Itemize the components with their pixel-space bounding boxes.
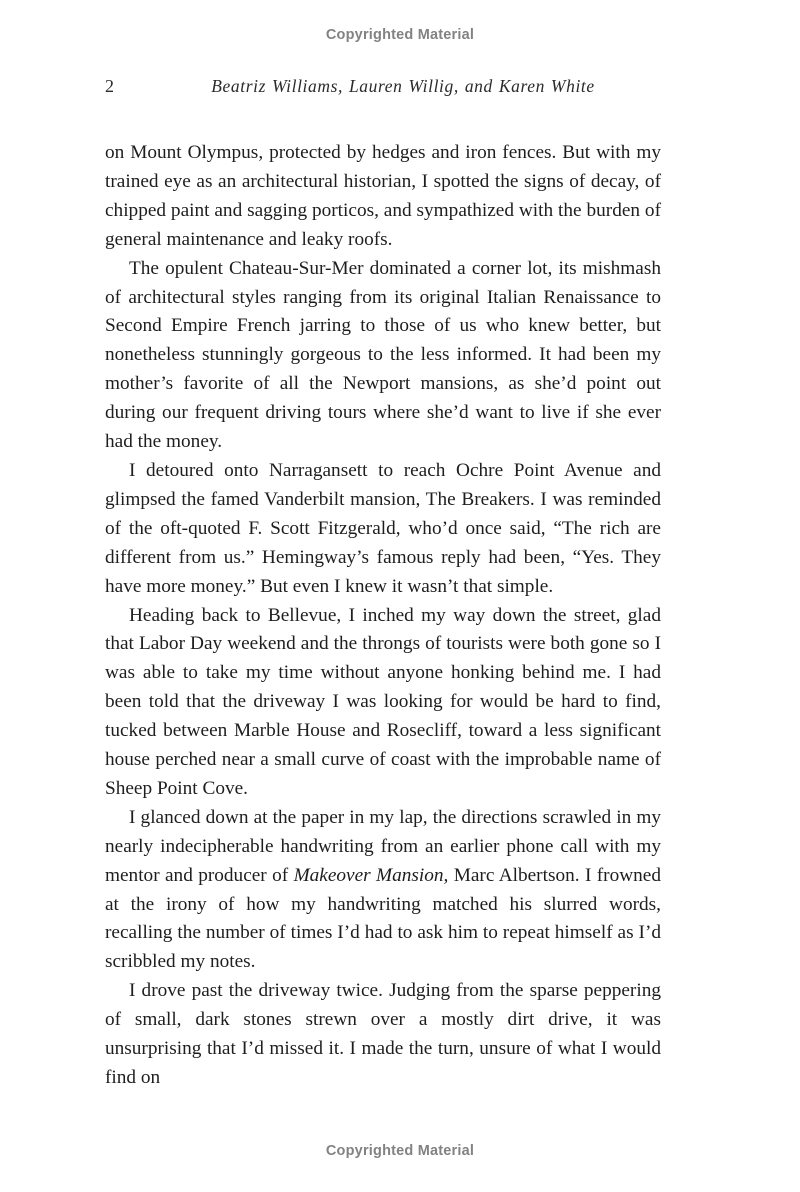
paragraph-text: I glanced down at the paper in my lap, the directions scrawled in my nearly indecipherable handwriting from an earlier phone call with my mentor and producer of xyxy=(105,806,661,886)
paragraph-text: Marc Albertson. I frowned at the irony of how my handwriting matched his slurred words, recalling the number of times I’d had to ask him to repeat himself as I’d scribbled my notes. xyxy=(105,864,661,973)
copyright-watermark-bottom: Copyrighted Material xyxy=(325,1143,475,1159)
page-number: 2 xyxy=(105,76,114,96)
paragraph xyxy=(105,602,661,804)
paragraph-text: The opulent Chateau-Sur-Mer dominated a corner lot, its mishmash of architectural styles ranging from its original Italian Renaissance to Second Empire French jarring to those of us who knew better, but nonetheless stunningly gorgeous to the less informed. It had been my mother’s favorite of all the Newport mansions, as she’d point out during our frequent driving tours where she’d want to live if she ever had the money. xyxy=(105,257,661,453)
running-title-authors: Beatriz Williams, Lauren Willig, and Karen White xyxy=(211,76,595,96)
paragraph-text: Heading back to Bellevue, I inched my way down the street, glad that Labor Day weekend and the throngs of tourists were both gone so I was able to take my time without anyone honking behind me. I had been told that the driveway I was looking for would be hard to find, tucked between Marble House and Rosecliff, toward a less significant house perched near a small curve of coast with the improbable name of Sheep Point Cove. xyxy=(105,604,661,799)
paragraph xyxy=(105,977,661,1093)
body-text xyxy=(105,139,661,1093)
paragraph xyxy=(105,804,661,977)
paragraph-text: on Mount Olympus, protected by hedges and iron fences. But with my trained eye as an architectural historian, I spotted the signs of decay, of chipped paint and sagging porticos, and sympathized with the burden of general maintenance and leaky roofs. xyxy=(105,142,661,250)
copyright-watermark-top: Copyrighted Material xyxy=(325,27,475,43)
paragraph xyxy=(105,457,661,602)
paragraph xyxy=(105,139,661,255)
paragraph-text: I drove past the driveway twice. Judging from the sparse peppering of small, dark stones strewn over a mostly dirt drive, it was unsurprising that I’d missed it. I made the turn, unsure of what I would find on xyxy=(105,980,661,1088)
paragraph-text: I detoured onto Narragansett to reach Ochre Point Avenue and glimpsed the famed Vanderbilt mansion, The Breakers. I was reminded of the oft-quoted F. Scott Fitzgerald, who’d once said, “The rich are different from us.” Hemingway’s famous reply had been, “Yes. They have more money.” But even I knew it wasn’t that simple. xyxy=(105,459,661,597)
running-header xyxy=(105,76,661,100)
book-title-italic: Makeover Mansion, xyxy=(293,864,449,886)
paragraph xyxy=(105,255,661,457)
